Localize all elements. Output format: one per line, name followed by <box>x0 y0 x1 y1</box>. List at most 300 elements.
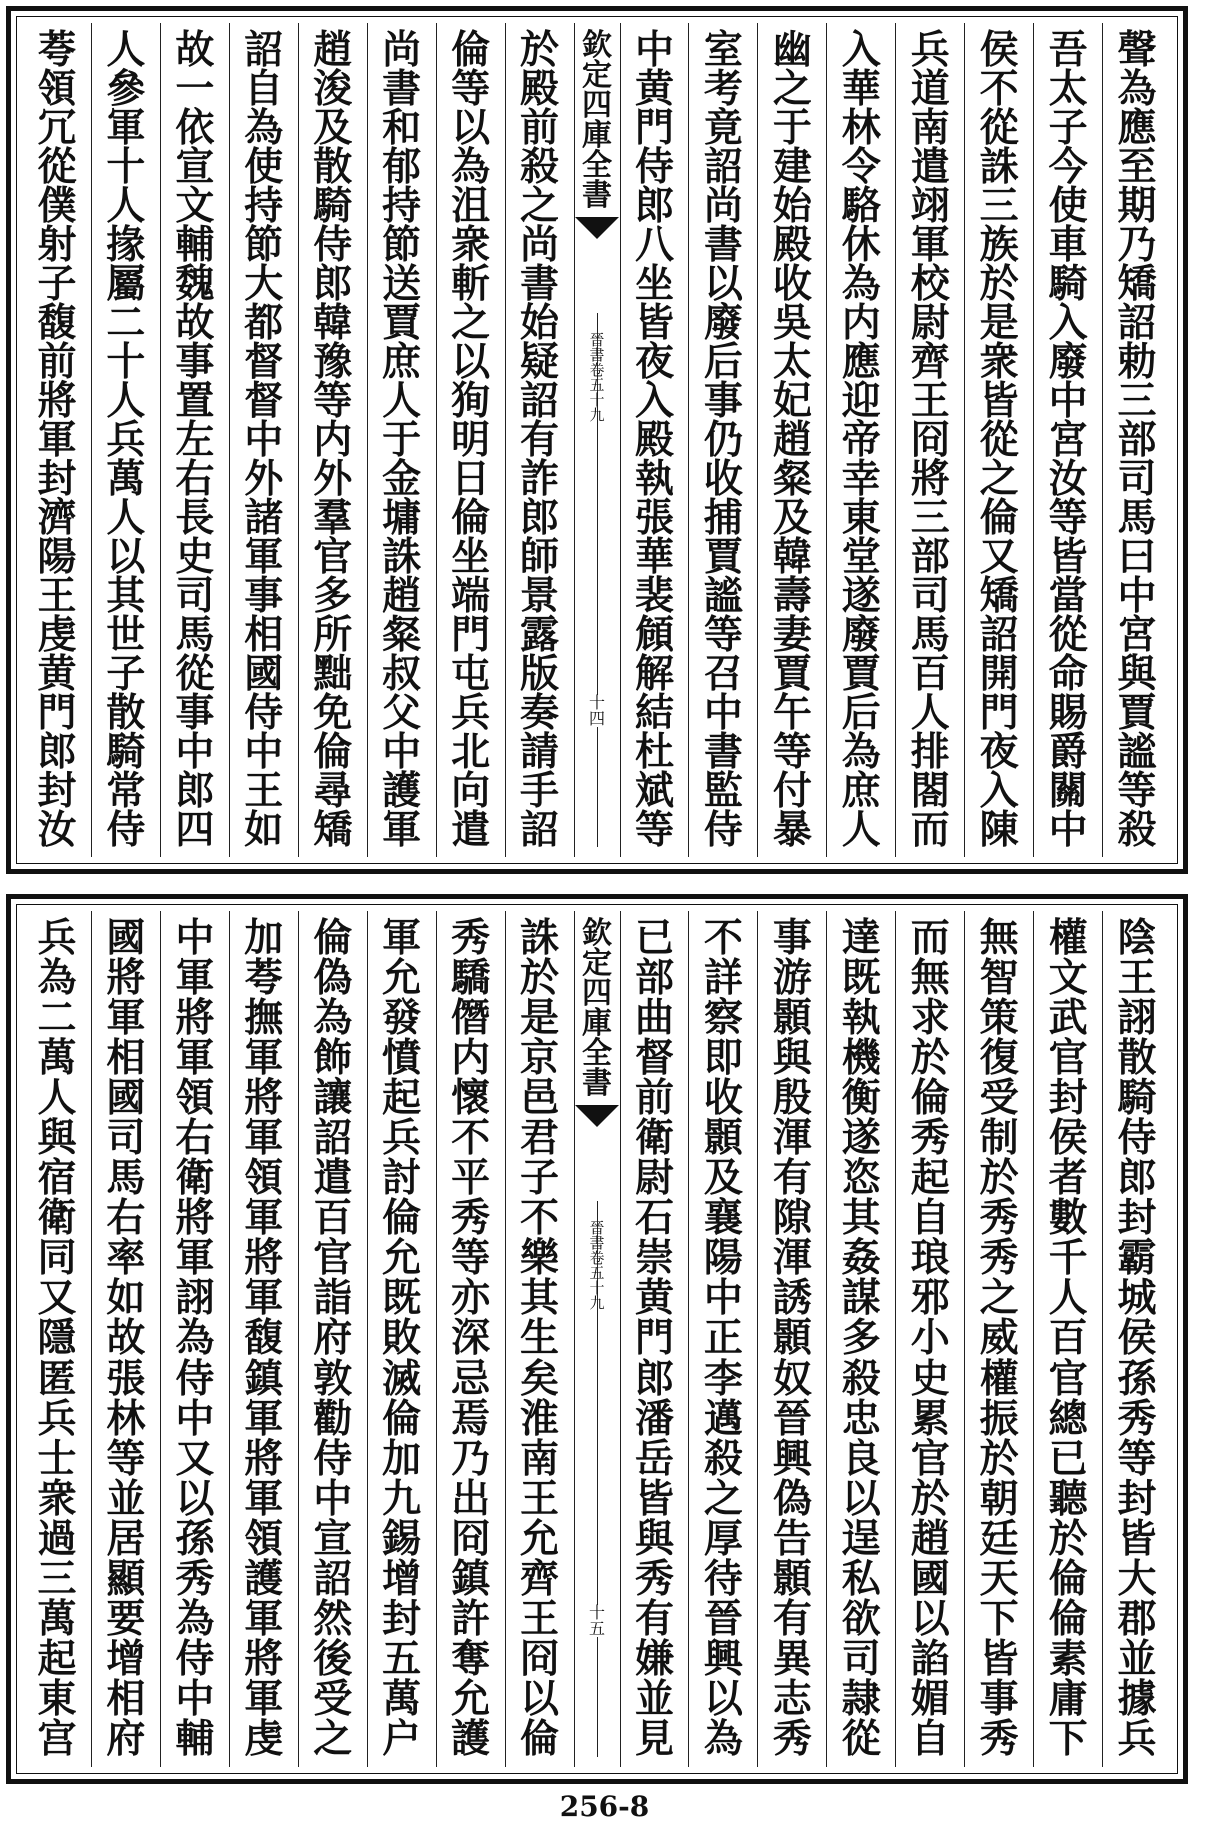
glyph: 收 <box>703 456 743 502</box>
glyph: 右 <box>175 1115 215 1162</box>
glyph: 樂 <box>520 1235 560 1282</box>
leaf-number <box>589 695 605 727</box>
glyph: 郎 <box>37 729 77 775</box>
glyph: 謀 <box>841 1275 881 1322</box>
collection-title <box>582 28 612 213</box>
glyph: 内 <box>841 300 881 346</box>
glyph: 是 <box>520 995 560 1042</box>
glyph: 允 <box>382 1235 422 1282</box>
glyph: 其 <box>841 1195 881 1242</box>
text-column <box>826 23 895 857</box>
glyph: 欲 <box>841 1595 881 1642</box>
glyph: 詔 <box>313 1115 353 1162</box>
text-column <box>91 23 160 857</box>
glyph: 軍 <box>244 1595 284 1642</box>
glyph: 府 <box>106 1715 146 1762</box>
glyph: 遂 <box>841 573 881 619</box>
glyph: 振 <box>979 1395 1019 1442</box>
glyph: 皆 <box>634 300 674 346</box>
glyph: 吳 <box>772 300 812 346</box>
fishtail-mark <box>575 1105 619 1127</box>
glyph: 郎 <box>520 495 560 541</box>
glyph: 全 <box>582 1036 612 1071</box>
glyph: 金 <box>382 456 422 502</box>
glyph: 竟 <box>703 105 743 151</box>
glyph: 門 <box>37 690 77 736</box>
glyph: 為 <box>451 144 491 190</box>
glyph: 督 <box>244 339 284 385</box>
glyph: 暴 <box>772 807 812 853</box>
glyph: 司 <box>841 1635 881 1682</box>
glyph: 將 <box>106 955 146 1002</box>
glyph: 賈 <box>703 534 743 580</box>
glyph: 霸 <box>1117 1235 1157 1282</box>
glyph: 顥 <box>772 1555 812 1602</box>
text-column <box>757 23 826 857</box>
glyph: 監 <box>703 768 743 814</box>
glyph: 倫 <box>451 495 491 541</box>
glyph: 與 <box>634 1515 674 1562</box>
glyph: 殿 <box>520 66 560 112</box>
glyph: 故 <box>175 300 215 346</box>
glyph: 多 <box>841 1315 881 1362</box>
glyph: 衆 <box>37 1475 77 1522</box>
text-column <box>620 23 689 857</box>
glyph: 人 <box>106 183 146 229</box>
glyph: 節 <box>244 222 284 268</box>
glyph: 夜 <box>979 729 1019 775</box>
glyph: 部 <box>634 955 674 1002</box>
glyph: 人 <box>106 27 146 73</box>
center-spine <box>574 911 620 1767</box>
glyph: 司 <box>910 573 950 619</box>
glyph: 欽 <box>582 28 612 63</box>
glyph: 郡 <box>1117 1595 1157 1642</box>
glyph: 顥 <box>772 995 812 1042</box>
glyph: 冗 <box>37 105 77 151</box>
glyph: 手 <box>520 768 560 814</box>
glyph: 所 <box>313 612 353 658</box>
page-number: 256-8 <box>559 1790 650 1823</box>
glyph: 倫 <box>313 915 353 961</box>
glyph: 屯 <box>451 651 491 697</box>
glyph: 王 <box>520 1475 560 1522</box>
glyph: 中 <box>703 1275 743 1322</box>
glyph: 孫 <box>1117 1355 1157 1402</box>
glyph: 粲 <box>772 456 812 502</box>
glyph: 兵 <box>382 1115 422 1162</box>
lower-page <box>6 894 1188 1784</box>
glyph: 露 <box>520 612 560 658</box>
glyph: 九 <box>589 1294 605 1312</box>
glyph: 討 <box>382 1155 422 1202</box>
glyph: 起 <box>382 1075 422 1122</box>
glyph: 見 <box>634 1715 674 1762</box>
glyph: 封 <box>1117 1475 1157 1522</box>
glyph: 衆 <box>979 339 1019 385</box>
glyph: 侍 <box>1117 1115 1157 1162</box>
glyph: 興 <box>772 1435 812 1482</box>
glyph: 十 <box>589 1279 605 1297</box>
glyph: 滅 <box>382 1355 422 1402</box>
glyph: 人 <box>106 378 146 424</box>
glyph: 倫 <box>313 729 353 775</box>
glyph: 庶 <box>841 768 881 814</box>
glyph: 應 <box>1117 105 1157 151</box>
glyph: 石 <box>634 1195 674 1242</box>
glyph: 驕 <box>451 955 491 1002</box>
glyph: 發 <box>382 995 422 1042</box>
glyph: 外 <box>313 456 353 502</box>
glyph: 排 <box>910 729 950 775</box>
glyph: 當 <box>1048 573 1088 619</box>
glyph: 中 <box>634 27 674 73</box>
glyph: 騎 <box>106 729 146 775</box>
glyph: 坐 <box>451 534 491 580</box>
glyph: 天 <box>979 1555 1019 1602</box>
glyph: 宮 <box>1117 612 1157 658</box>
glyph: 散 <box>313 144 353 190</box>
glyph: 如 <box>244 807 284 853</box>
glyph: 人 <box>841 807 881 853</box>
glyph: 三 <box>1117 378 1157 424</box>
glyph: 墉 <box>382 495 422 541</box>
glyph: 將 <box>175 995 215 1042</box>
glyph: 中 <box>1048 378 1088 424</box>
glyph: 道 <box>910 66 950 112</box>
glyph: 廢 <box>1048 339 1088 385</box>
glyph: 校 <box>910 261 950 307</box>
glyph: 封 <box>382 1595 422 1642</box>
glyph: 入 <box>841 27 881 73</box>
glyph: 閤 <box>910 768 950 814</box>
glyph: 於 <box>520 955 560 1002</box>
glyph: 於 <box>1048 1515 1088 1562</box>
glyph: 孫 <box>175 1515 215 1562</box>
glyph: 軍 <box>244 1275 284 1322</box>
glyph: 尚 <box>703 183 743 229</box>
glyph: 兵 <box>451 690 491 736</box>
glyph: 賜 <box>1048 690 1088 736</box>
glyph: 加 <box>244 915 284 961</box>
glyph: 為 <box>703 1715 743 1762</box>
glyph: 于 <box>382 417 422 463</box>
glyph: 將 <box>244 1075 284 1122</box>
glyph: 長 <box>175 495 215 541</box>
glyph: 官 <box>1048 1035 1088 1082</box>
glyph: 中 <box>175 1675 215 1722</box>
glyph: 尉 <box>634 1155 674 1202</box>
glyph: 秀 <box>979 1715 1019 1762</box>
upper-columns <box>23 23 1171 857</box>
glyph: 駱 <box>841 183 881 229</box>
text-column <box>964 23 1033 857</box>
glyph: 亦 <box>451 1275 491 1322</box>
glyph: 秀 <box>979 1235 1019 1282</box>
glyph: 右 <box>106 1195 146 1242</box>
glyph: 兵 <box>37 1395 77 1442</box>
glyph: 沮 <box>451 183 491 229</box>
glyph: 和 <box>382 105 422 151</box>
glyph: 叔 <box>382 651 422 697</box>
glyph: 下 <box>979 1595 1019 1642</box>
glyph: 五 <box>589 1264 605 1282</box>
glyph: 從 <box>979 417 1019 463</box>
glyph: 故 <box>106 1315 146 1362</box>
glyph: 殿 <box>634 417 674 463</box>
glyph: 奴 <box>772 1355 812 1402</box>
glyph: 冏 <box>451 1515 491 1562</box>
glyph: 太 <box>772 339 812 385</box>
text-column <box>826 911 895 1767</box>
glyph: 中 <box>382 729 422 775</box>
glyph: 權 <box>979 1355 1019 1402</box>
glyph: 宫 <box>37 1715 77 1762</box>
glyph: 並 <box>1117 1635 1157 1682</box>
glyph: 官 <box>910 1435 950 1482</box>
glyph: 從 <box>37 144 77 190</box>
glyph: 誅 <box>520 915 560 961</box>
glyph: 並 <box>106 1475 146 1522</box>
glyph: 事 <box>175 339 215 385</box>
glyph: 右 <box>175 456 215 502</box>
glyph: 嫌 <box>634 1635 674 1682</box>
glyph: 威 <box>979 1315 1019 1362</box>
glyph: 五 <box>589 376 605 394</box>
glyph: 故 <box>175 27 215 73</box>
glyph: 倫 <box>382 1195 422 1242</box>
glyph: 皆 <box>979 1635 1019 1682</box>
glyph: 四 <box>588 709 605 728</box>
glyph: 冏 <box>520 1635 560 1682</box>
glyph: 宿 <box>37 1155 77 1202</box>
glyph: 於 <box>520 27 560 73</box>
glyph: 始 <box>772 183 812 229</box>
glyph: 相 <box>244 612 284 658</box>
glyph: 隙 <box>772 1195 812 1242</box>
glyph: 自 <box>244 66 284 112</box>
glyph: 冏 <box>910 417 950 463</box>
glyph: 卷 <box>589 361 605 379</box>
glyph: 於 <box>979 1435 1019 1482</box>
glyph: 命 <box>1048 651 1088 697</box>
glyph: 人 <box>1048 1275 1088 1322</box>
glyph: 付 <box>772 768 812 814</box>
glyph: 司 <box>175 573 215 619</box>
glyph: 人 <box>37 1075 77 1122</box>
glyph: 夜 <box>634 339 674 385</box>
text-column <box>688 23 757 857</box>
glyph: 之 <box>313 1715 353 1762</box>
glyph: 國 <box>244 651 284 697</box>
glyph: 欽 <box>582 916 612 951</box>
glyph: 乃 <box>1117 222 1157 268</box>
glyph: 書 <box>520 261 560 307</box>
glyph: 書 <box>589 1234 605 1252</box>
glyph: 為 <box>313 995 353 1042</box>
glyph: 屬 <box>106 261 146 307</box>
glyph: 以 <box>175 1475 215 1522</box>
glyph: 侯 <box>979 27 1019 73</box>
glyph: 兵 <box>1117 1715 1157 1762</box>
glyph: 朝 <box>979 1475 1019 1522</box>
glyph: 曰 <box>1117 534 1157 580</box>
glyph: 人 <box>106 495 146 541</box>
glyph: 十 <box>589 391 605 409</box>
glyph: 户 <box>382 1715 422 1762</box>
glyph: 堂 <box>841 534 881 580</box>
glyph: 以 <box>451 105 491 151</box>
glyph: 考 <box>703 66 743 112</box>
glyph: 事 <box>703 378 743 424</box>
glyph: 渾 <box>772 1115 812 1162</box>
glyph: 常 <box>106 768 146 814</box>
glyph: 遣 <box>313 1155 353 1202</box>
glyph: 志 <box>772 1675 812 1722</box>
glyph: 事 <box>772 915 812 961</box>
text-column <box>91 911 160 1767</box>
glyph: 起 <box>910 1155 950 1202</box>
glyph: 大 <box>244 261 284 307</box>
glyph: 後 <box>313 1635 353 1682</box>
glyph: 封 <box>1048 1075 1088 1122</box>
glyph: 内 <box>451 1035 491 1082</box>
glyph: 華 <box>841 66 881 112</box>
glyph: 以 <box>520 1675 560 1722</box>
glyph: 皆 <box>1048 534 1088 580</box>
glyph: 人 <box>382 378 422 424</box>
glyph: 中 <box>244 729 284 775</box>
glyph: 如 <box>106 1275 146 1322</box>
glyph: 執 <box>634 456 674 502</box>
glyph: 應 <box>841 339 881 385</box>
glyph: 與 <box>772 1035 812 1082</box>
glyph: 北 <box>451 729 491 775</box>
glyph: 收 <box>772 261 812 307</box>
glyph: 已 <box>634 915 674 961</box>
glyph: 錫 <box>382 1515 422 1562</box>
glyph: 允 <box>451 1675 491 1722</box>
glyph: 三 <box>910 495 950 541</box>
glyph: 為 <box>37 955 77 1002</box>
glyph: 詔 <box>244 27 284 73</box>
glyph: 等 <box>703 612 743 658</box>
glyph: 殿 <box>772 222 812 268</box>
glyph: 之 <box>979 1275 1019 1322</box>
glyph: 飾 <box>313 1035 353 1082</box>
glyph: 達 <box>841 915 881 961</box>
glyph: 深 <box>451 1315 491 1362</box>
glyph: 左 <box>175 417 215 463</box>
glyph: 皆 <box>1117 1515 1157 1562</box>
glyph: 率 <box>106 1235 146 1282</box>
glyph: 廢 <box>703 300 743 346</box>
glyph: 裴 <box>634 573 674 619</box>
glyph: 迎 <box>841 378 881 424</box>
glyph: 文 <box>175 183 215 229</box>
glyph: 使 <box>244 144 284 190</box>
glyph: 督 <box>634 1035 674 1082</box>
glyph: 軍 <box>244 1195 284 1242</box>
glyph: 為 <box>175 1595 215 1642</box>
glyph: 王 <box>37 573 77 619</box>
book-volume-label <box>589 1221 604 1311</box>
glyph: 陽 <box>703 1235 743 1282</box>
glyph: 為 <box>244 105 284 151</box>
glyph: 忌 <box>451 1355 491 1402</box>
glyph: 詔 <box>313 1555 353 1602</box>
glyph: 狥 <box>451 378 491 424</box>
glyph: 馥 <box>37 300 77 346</box>
glyph: 以 <box>841 1475 881 1522</box>
glyph: 送 <box>382 261 422 307</box>
glyph: 虔 <box>244 1715 284 1762</box>
glyph: 王 <box>520 1595 560 1642</box>
glyph: 受 <box>979 1075 1019 1122</box>
glyph: 版 <box>520 651 560 697</box>
glyph: 汝 <box>37 807 77 853</box>
glyph: 又 <box>979 534 1019 580</box>
glyph: 諂 <box>910 1635 950 1682</box>
volume-name <box>589 1251 604 1311</box>
glyph: 定 <box>582 946 612 981</box>
glyph: 魏 <box>175 261 215 307</box>
glyph: 十 <box>588 1603 605 1622</box>
glyph: 詔 <box>520 378 560 424</box>
glyph: 顥 <box>772 1315 812 1362</box>
glyph: 匿 <box>37 1355 77 1402</box>
glyph: 南 <box>910 105 950 151</box>
glyph: 事 <box>244 573 284 619</box>
glyph: 景 <box>520 573 560 619</box>
glyph: 詔 <box>703 144 743 190</box>
glyph: 軍 <box>106 995 146 1042</box>
glyph: 督 <box>244 378 284 424</box>
text-column <box>436 911 505 1767</box>
glyph: 倫 <box>910 1075 950 1122</box>
glyph: 華 <box>634 534 674 580</box>
glyph: 父 <box>382 690 422 736</box>
glyph: 人 <box>910 690 950 736</box>
glyph: 領 <box>244 1155 284 1202</box>
glyph: 百 <box>1048 1315 1088 1362</box>
glyph: 要 <box>106 1595 146 1642</box>
glyph: 其 <box>520 1275 560 1322</box>
glyph: 前 <box>37 339 77 385</box>
glyph: 殺 <box>841 1355 881 1402</box>
glyph: 據 <box>1117 1675 1157 1722</box>
glyph: 廷 <box>979 1515 1019 1562</box>
glyph: 等 <box>634 807 674 853</box>
glyph: 尋 <box>313 768 353 814</box>
glyph: 虔 <box>37 612 77 658</box>
glyph: 既 <box>841 955 881 1002</box>
volume-name <box>589 363 604 423</box>
text-column <box>229 911 298 1767</box>
glyph: 王 <box>1117 955 1157 1002</box>
glyph: 九 <box>589 406 605 424</box>
glyph: 護 <box>451 1715 491 1762</box>
glyph: 將 <box>910 456 950 502</box>
glyph: 侍 <box>244 690 284 736</box>
glyph: 韓 <box>313 300 353 346</box>
glyph: 趙 <box>910 1515 950 1562</box>
text-column <box>895 23 964 857</box>
glyph: 庫 <box>582 1006 612 1041</box>
glyph: 子 <box>520 1155 560 1202</box>
glyph: 宣 <box>175 144 215 190</box>
glyph: 侍 <box>703 807 743 853</box>
